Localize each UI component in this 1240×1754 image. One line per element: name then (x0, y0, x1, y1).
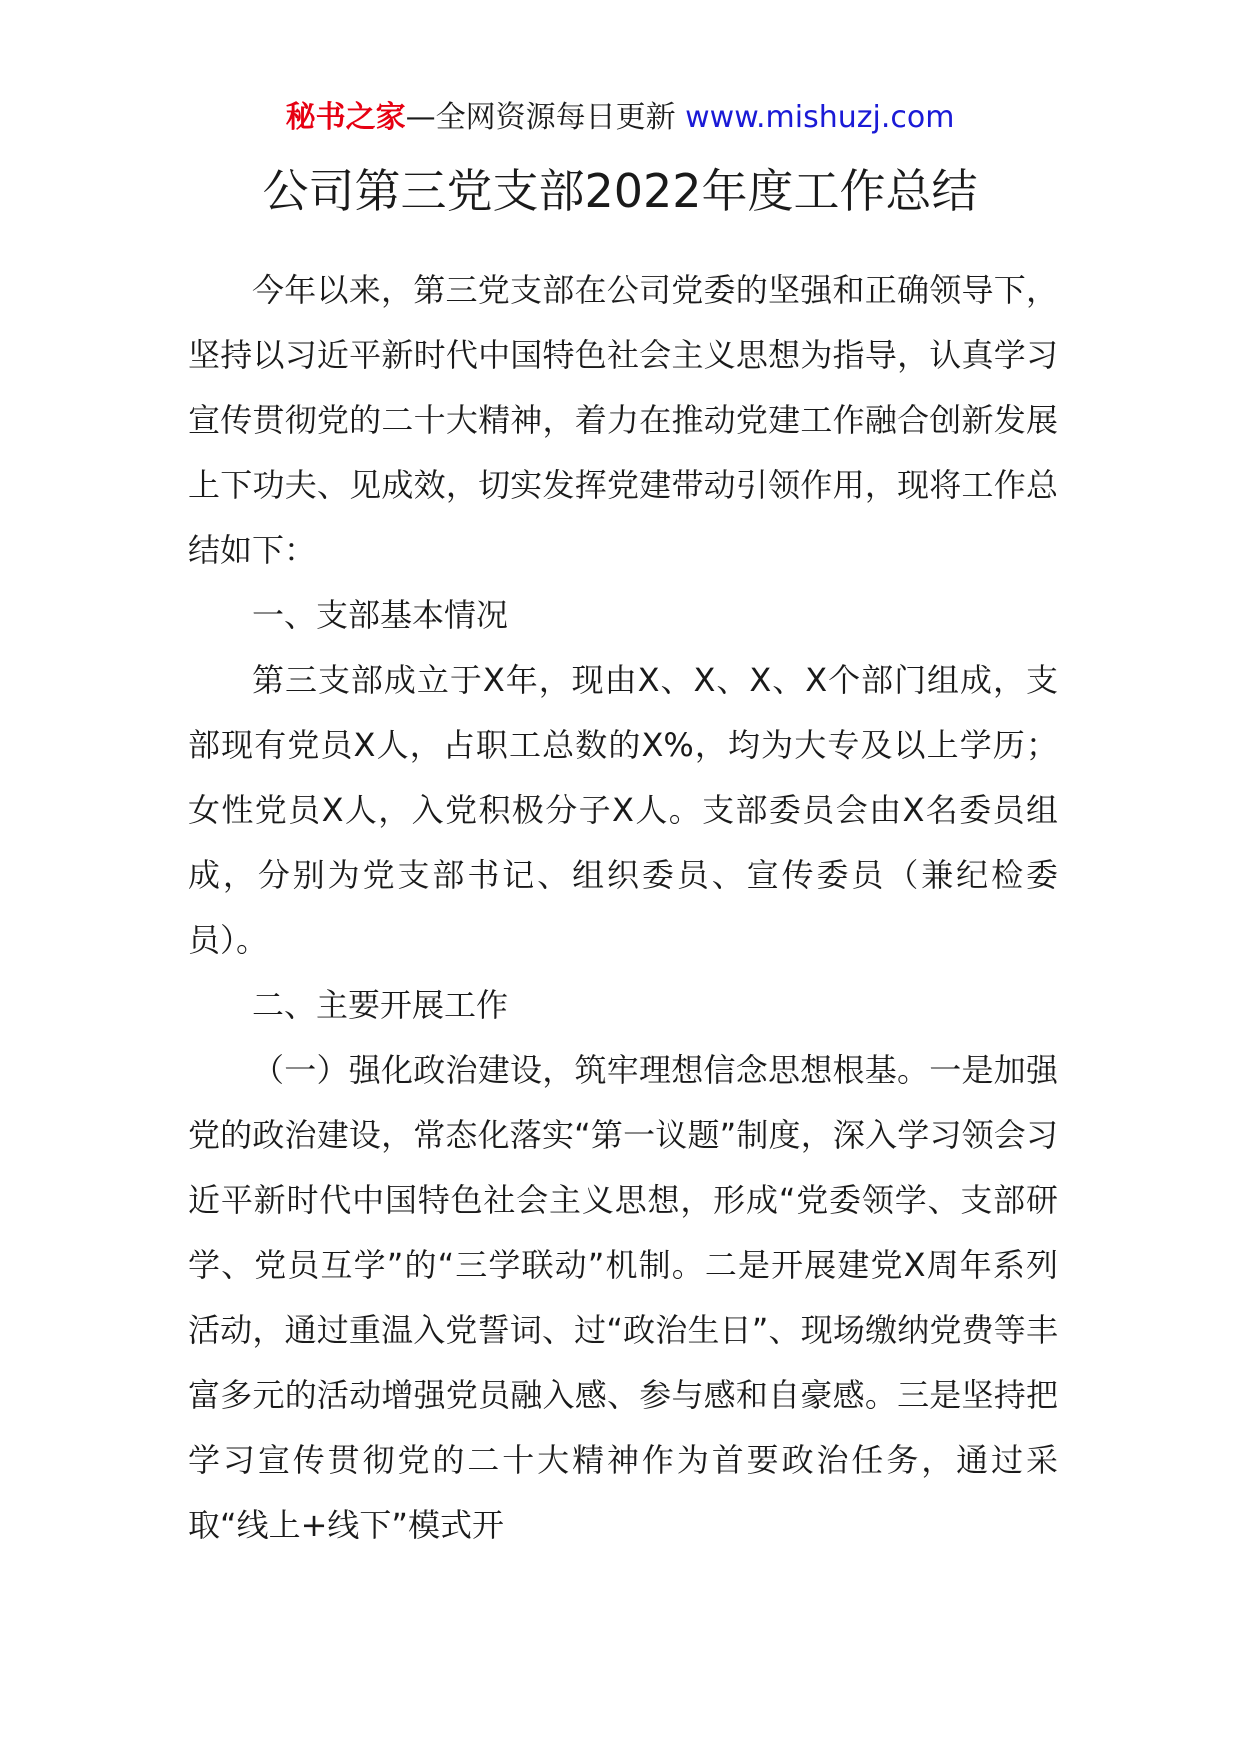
paragraph-political-building: （一）强化政治建设，筑牢理想信念思想根基。一是加强党的政治建设，常态化落实“第一议题”制度，深入学习领会习近平新时代中国特色社会主义思想，形成“党委领学、支部研学、党员互学”的“三学联动”机制。二是开展建党X周年系列活动，通过重温入党誓词、过“政治生日”、现场缴纳党费等丰富多元的活动增强党员融入感、参与感和自豪感。三是坚持把学习宣传贯彻党的二十大精神作为首要政治任务，通过采取“线上+线下”模式开 (188, 1051, 1058, 1544)
document-title: 公司第三党支部2022年度工作总结 (262, 164, 978, 218)
section-heading-main-work: 二、主要开展工作 (252, 986, 509, 1024)
section-heading-basic-info: 一、支部基本情况 (252, 596, 509, 634)
site-header (0, 98, 1240, 138)
document-body (188, 258, 1058, 1558)
paragraph-intro: 今年以来，第三党支部在公司党委的坚强和正确领导下，坚持以习近平新时代中国特色社会主义思想为指导，认真学习宣传贯彻党的二十大精神，着力在推动党建工作融合创新发展上下功夫、见成效，切实发挥党建带动引领作用，现将工作总结如下： (188, 271, 1058, 569)
site-tagline: —全网资源每日更新 (405, 100, 676, 135)
site-url-link[interactable]: www.mishuzj.com (685, 100, 955, 135)
site-brand: 秘书之家 (285, 100, 406, 135)
paragraph-basic-info: 第三支部成立于X年，现由X、X、X、X个部门组成，支部现有党员X人，占职工总数的X%，均为大专及以上学历；女性党员X人，入党积极分子X人。支部委员会由X名委员组成，分别为党支部书记、组织委员、宣传委员（兼纪检委员）。 (188, 661, 1058, 959)
